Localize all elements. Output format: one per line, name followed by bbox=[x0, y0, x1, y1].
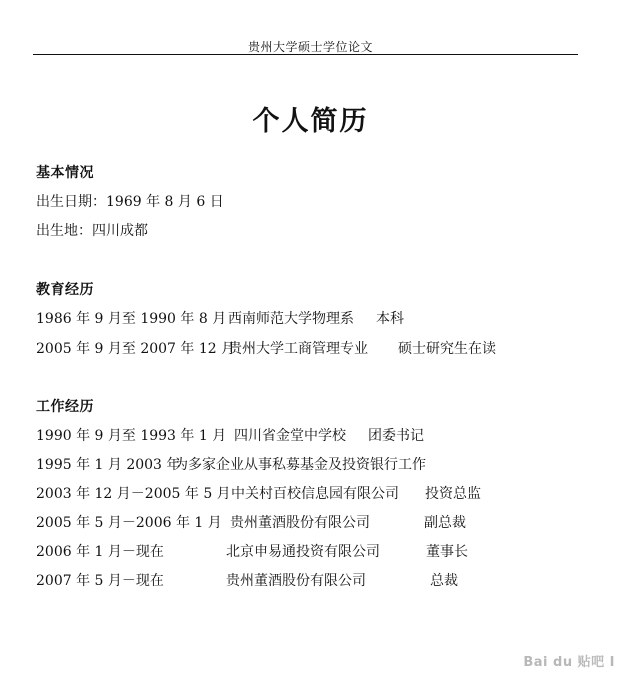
entry-period: 2007 年 5 月－现在 bbox=[36, 573, 164, 589]
entry-period: 2005 年 5 月－2006 年 1 月 bbox=[36, 515, 222, 531]
section-heading-work: 工作经历 bbox=[36, 399, 94, 415]
entry-org: 为多家企业从事私募基金及投资银行工作 bbox=[174, 457, 426, 473]
entry-role: 本科 bbox=[376, 311, 404, 327]
birth-date bbox=[36, 191, 224, 211]
entry-period: 1995 年 1 月 2003 年 bbox=[36, 457, 181, 473]
education-entry bbox=[36, 308, 404, 328]
birth-place-text: 出生地：四川成都 bbox=[36, 223, 148, 239]
entry-org: 中关村百校信息园有限公司 bbox=[231, 486, 399, 502]
birth-place bbox=[36, 220, 148, 240]
entry-role: 总裁 bbox=[430, 573, 458, 589]
page-title: 个人简历 bbox=[252, 106, 369, 137]
entry-period: 1986 年 9 月至 1990 年 8 月 bbox=[36, 311, 227, 327]
entry-org: 四川省金堂中学校 bbox=[234, 428, 346, 444]
entry-org: 贵州董酒股份有限公司 bbox=[230, 515, 370, 531]
entry-org: 贵州大学工商管理专业 bbox=[228, 341, 368, 357]
entry-role: 投资总监 bbox=[425, 486, 481, 502]
entry-role: 团委书记 bbox=[368, 428, 424, 444]
section-heading-basic: 基本情况 bbox=[36, 165, 94, 181]
work-entry bbox=[36, 541, 468, 561]
work-entry bbox=[36, 454, 426, 474]
entry-role: 董事长 bbox=[426, 544, 468, 560]
work-entry bbox=[36, 483, 481, 503]
entry-role: 硕士研究生在读 bbox=[398, 341, 496, 357]
entry-org: 北京申易通投资有限公司 bbox=[226, 544, 380, 560]
baidu-tieba-watermark: Bai du 贴吧 I bbox=[523, 655, 615, 670]
entry-period: 1990 年 9 月至 1993 年 1 月 bbox=[36, 428, 227, 444]
work-entry bbox=[36, 425, 424, 445]
work-entry bbox=[36, 570, 458, 590]
header-rule bbox=[33, 54, 578, 55]
entry-period: 2005 年 9 月至 2007 年 12 月 bbox=[36, 341, 236, 357]
entry-role: 副总裁 bbox=[424, 515, 466, 531]
section-heading-education: 教育经历 bbox=[36, 282, 94, 298]
entry-org: 贵州董酒股份有限公司 bbox=[226, 573, 366, 589]
running-header: 贵州大学硕士学位论文 bbox=[247, 40, 373, 54]
work-entry bbox=[36, 512, 466, 532]
entry-period: 2003 年 12 月－2005 年 5 月 bbox=[36, 486, 231, 502]
birth-date-text: 出生日期：1969 年 8 月 6 日 bbox=[36, 194, 224, 210]
entry-org: 西南师范大学物理系 bbox=[228, 311, 354, 327]
education-entry bbox=[36, 338, 496, 358]
entry-period: 2006 年 1 月－现在 bbox=[36, 544, 164, 560]
